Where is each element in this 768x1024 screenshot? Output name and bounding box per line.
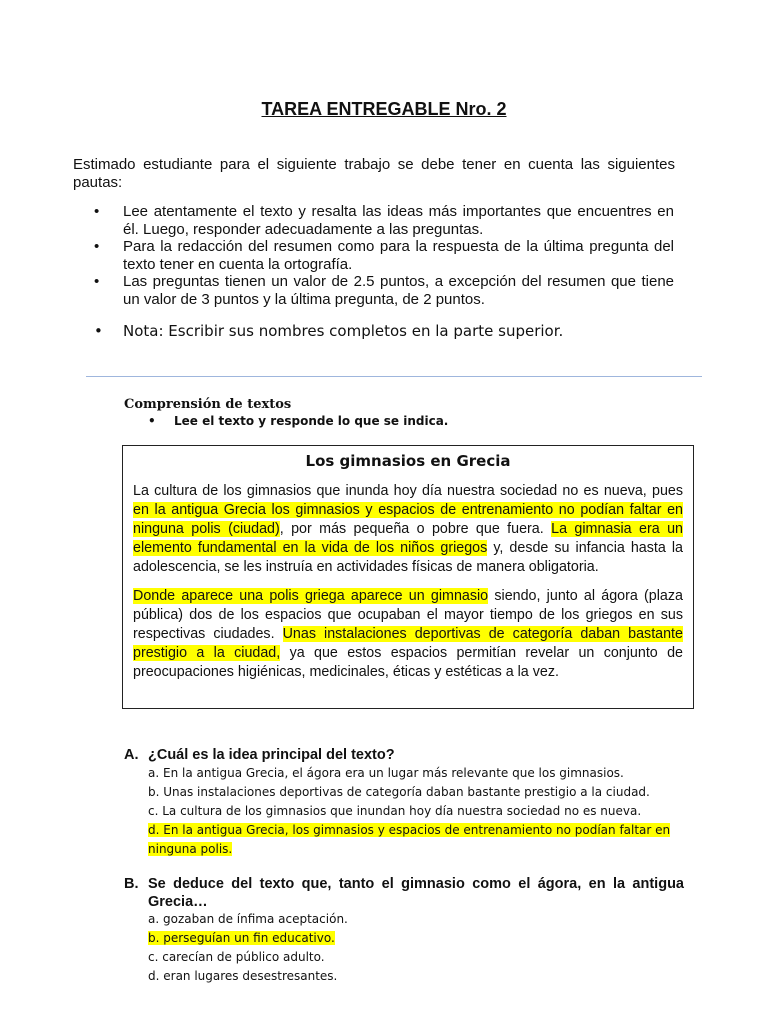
option-c: c. carecían de público adulto. [148, 950, 325, 964]
comprehension-heading: Comprensión de textos [124, 397, 292, 412]
note-item [94, 322, 563, 340]
bullet-icon: • [94, 273, 100, 290]
bullet-icon: • [94, 203, 100, 220]
question-b [124, 875, 684, 911]
question-letter: A. [124, 747, 139, 763]
option-a: a. En la antigua Grecia, el ágora era un lugar más relevante que los gimnasios. [148, 766, 624, 780]
reading-text-box [122, 445, 694, 709]
highlighted-answer: d. En la antigua Grecia, los gimnasios y espacios de entrenamiento no podían faltar en ninguna polis. [148, 823, 671, 856]
question-text: ¿Cuál es la idea principal del texto? [148, 747, 395, 763]
comprehension-instruction: • Lee el texto y responde lo que se indica. [148, 414, 449, 428]
section-divider [86, 376, 702, 377]
highlighted-phrase: Unas instalaciones deportivas de categoría daban bastante prestigio a la ciudad, [133, 626, 683, 661]
question-a-options [148, 764, 678, 859]
reading-title: Los gimnasios en Grecia [305, 452, 511, 470]
note-text: Nota: Escribir sus nombres completos en la parte superior. [123, 322, 564, 340]
highlighted-answer: b. perseguían un fin educativo. [148, 931, 335, 945]
document-title: TAREA ENTREGABLE Nro. 2 [261, 99, 507, 119]
question-b-options [148, 910, 678, 986]
intro-paragraph: Estimado estudiante para el siguiente trabajo se debe tener en cuenta las siguientes pautas: [73, 156, 675, 191]
question-text: Se deduce del texto que, tanto el gimnasio como el ágora, en la antigua Grecia… [148, 876, 684, 910]
option-b [148, 929, 678, 948]
question-letter: B. [124, 876, 139, 892]
reading-paragraph-2: Donde aparece una polis griega aparece un gimnasio siendo, junto al ágora (plaza pública) dos de los espacios que ocupaban el mayor tiempo de los griegos en sus respectivas ciudades. Unas instalaciones deportivas de categoría daban bastante prestigio a la ciudad, ya que estos espacios permitían revelar un conjunto de preocupaciones higiénicas, medicinales, éticas y estéticas a la vez. [133, 588, 683, 680]
highlighted-phrase: en la antigua Grecia los gimnasios y espacios de entrenamiento no podían faltar en ninguna polis (ciudad) [133, 502, 683, 537]
guideline-item: • Lee atentamente el texto y resalta las ideas más importantes que encuentres en él. Luego, responder adecuadamente a las preguntas. [94, 203, 674, 238]
highlighted-phrase: La gimnasia era un elemento fundamental en la vida de los niños griegos [133, 521, 683, 556]
guideline-item: • Para la redacción del resumen como para la respuesta de la última pregunta del texto tener en cuenta la ortografía. [94, 238, 674, 273]
option-a: a. gozaban de ínfima aceptación. [148, 912, 348, 926]
guideline-item: • Las preguntas tienen un valor de 2.5 puntos, a excepción del resumen que tiene un valor de 3 puntos y la última pregunta, de 2 puntos. [94, 273, 674, 308]
bullet-icon: • [94, 238, 100, 255]
guidelines-list [94, 203, 674, 308]
question-a [124, 746, 684, 764]
option-c: c. La cultura de los gimnasios que inundan hoy día nuestra sociedad no es nueva. [148, 804, 642, 818]
option-d: d. eran lugares desestresantes. [148, 969, 338, 983]
highlighted-phrase: Donde aparece una polis griega aparece un gimnasio [133, 588, 489, 604]
option-d [148, 821, 678, 859]
bullet-icon: • [148, 414, 156, 428]
reading-paragraph-1: La cultura de los gimnasios que inunda hoy día nuestra sociedad no es nueva, pues en la antigua Grecia los gimnasios y espacios de entrenamiento no podían faltar en ninguna polis (ciudad), por más pequeña o pobre que fuera. La gimnasia era un elemento fundamental en la vida de los niños griegos y, desde su infancia hasta la adolescencia, se les instruía en actividades físicas de manera obligatoria. [133, 483, 683, 575]
bullet-icon: • [94, 322, 103, 340]
option-b: b. Unas instalaciones deportivas de categoría daban bastante prestigio a la ciudad. [148, 785, 650, 799]
